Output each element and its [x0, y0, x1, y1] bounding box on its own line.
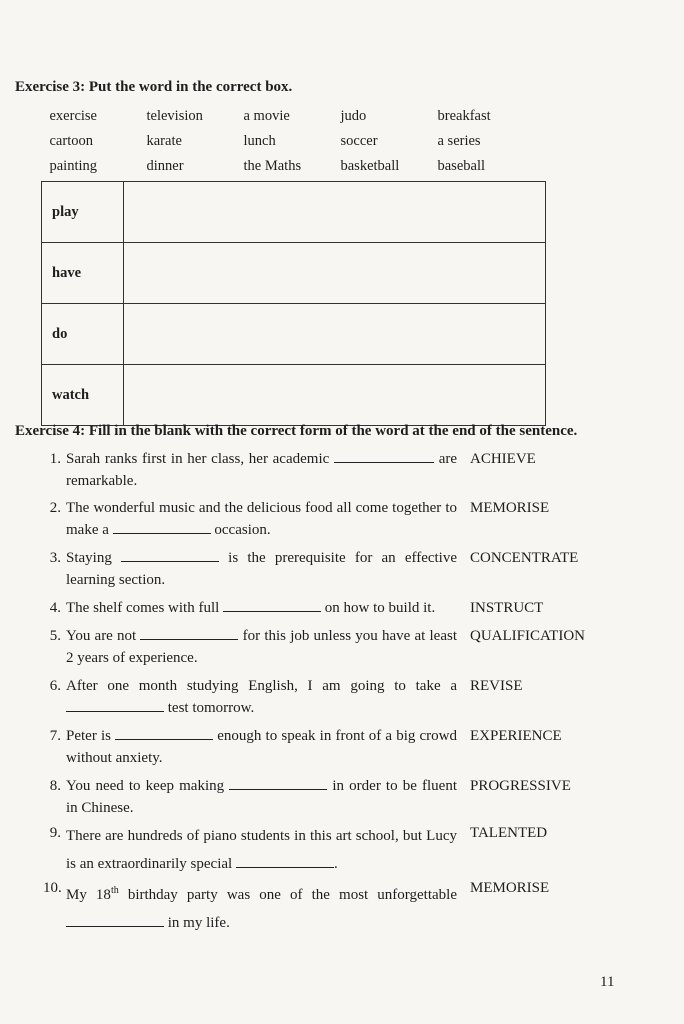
word-bank-item: baseball: [437, 158, 486, 174]
category-label: have: [42, 243, 124, 304]
item-sentence: [66, 448, 457, 492]
item-number: 6.: [49, 678, 61, 694]
category-row-have: [42, 243, 546, 304]
word-bank-item: breakfast: [437, 108, 491, 124]
answer-blank[interactable]: [66, 912, 164, 927]
item-sentence: [66, 822, 457, 878]
category-row-do: [42, 304, 546, 365]
root-word: INSTRUCT: [470, 600, 544, 616]
answer-blank[interactable]: [113, 519, 211, 534]
word-bank-item: cartoon: [49, 133, 93, 149]
item-number: 8.: [49, 778, 61, 794]
category-label: do: [42, 304, 124, 365]
category-answer-cell[interactable]: [124, 182, 546, 243]
sentence-text: There are hundreds of piano students in this art school, but Lucy is an extraordinarily special: [66, 828, 457, 872]
word-bank-item: basketball: [340, 158, 400, 174]
root-word: REVISE: [470, 678, 523, 694]
root-word: MEMORISE: [470, 880, 550, 896]
word-bank: [50, 106, 546, 177]
item-sentence: [66, 497, 457, 541]
sentence-text: You are not: [66, 628, 141, 644]
category-label: play: [42, 182, 124, 243]
word-bank-item: the Maths: [243, 158, 302, 174]
word-bank-item: exercise: [49, 108, 97, 124]
sentence-text: on how to build it.: [321, 600, 436, 616]
root-word: MEMORISE: [470, 500, 550, 516]
sentence-text: You need to keep making: [66, 778, 230, 794]
exercise-3-heading: Exercise 3: Put the word in the correct box.: [15, 79, 293, 95]
sentence-text: in my life.: [164, 915, 230, 931]
category-answer-cell[interactable]: [124, 365, 546, 426]
word-bank-item: soccer: [340, 133, 378, 149]
sentence-text: Sarah ranks first in her class, her academic: [66, 451, 334, 467]
item-number: 3.: [49, 550, 61, 566]
item-sentence: [66, 547, 457, 591]
superscript: th: [110, 885, 119, 896]
answer-blank[interactable]: [66, 697, 164, 712]
item-sentence: [66, 877, 457, 937]
answer-blank[interactable]: [140, 625, 238, 640]
category-row-play: [42, 182, 546, 243]
page-number: 11: [600, 974, 615, 990]
sentence-text: occasion.: [210, 522, 271, 538]
answer-blank[interactable]: [229, 775, 327, 790]
category-row-watch: [42, 365, 546, 426]
root-word: PROGRESSIVE: [470, 778, 571, 794]
word-bank-item: judo: [340, 108, 367, 124]
category-label: watch: [42, 365, 124, 426]
root-word: ACHIEVE: [470, 451, 536, 467]
answer-blank[interactable]: [121, 547, 219, 562]
item-sentence: [66, 775, 457, 819]
sentence-text: are remarkable.: [66, 451, 458, 489]
sentence-text: The shelf comes with full: [66, 600, 224, 616]
sentence-text: The wonderful music and the delicious food all come together to make a: [66, 500, 457, 538]
word-table: [41, 104, 546, 426]
word-bank-item: a movie: [243, 108, 290, 124]
sentence-text: enough to speak in front of a big crowd without anxiety.: [66, 728, 457, 766]
word-bank-item: a series: [437, 133, 481, 149]
item-sentence: [66, 625, 457, 669]
item-number: 1.: [49, 451, 61, 467]
sentence-text: Staying: [66, 550, 122, 566]
item-number: 7.: [49, 728, 61, 744]
item-sentence: [66, 597, 457, 619]
word-bank-item: dinner: [146, 158, 184, 174]
category-answer-cell[interactable]: [124, 304, 546, 365]
exercise-4-heading: Exercise 4: Fill in the blank with the correct form of the word at the end of the sentence.: [15, 423, 578, 439]
root-word: CONCENTRATE: [470, 550, 579, 566]
root-word: TALENTED: [470, 825, 548, 841]
root-word: QUALIFICATION: [470, 628, 585, 644]
sentence-text: My 18: [66, 887, 111, 903]
word-bank-item: karate: [146, 133, 182, 149]
item-number: 9.: [49, 825, 61, 841]
root-word: EXPERIENCE: [470, 728, 562, 744]
item-sentence: [66, 725, 457, 769]
item-number: 2.: [49, 500, 61, 516]
sentence-text: for this job unless you have at least 2 years of experience.: [66, 628, 457, 666]
sentence-text: .: [333, 856, 338, 872]
word-bank-item: lunch: [243, 133, 276, 149]
item-number: 4.: [49, 600, 61, 616]
word-bank-item: painting: [49, 158, 98, 174]
sentence-text: is the prerequisite for an effective learning section.: [66, 550, 457, 588]
word-bank-item: television: [146, 108, 203, 124]
sentence-text: Peter is: [66, 728, 116, 744]
answer-blank[interactable]: [115, 725, 213, 740]
sentence-text: birthday party was one of the most unforgettable: [118, 887, 457, 903]
category-answer-cell[interactable]: [124, 243, 546, 304]
sentence-text: test tomorrow.: [164, 700, 255, 716]
answer-blank[interactable]: [334, 448, 434, 463]
item-number: 10.: [43, 880, 62, 896]
item-number: 5.: [49, 628, 61, 644]
item-sentence: [66, 675, 457, 719]
answer-blank[interactable]: [236, 853, 334, 868]
sentence-text: After one month studying English, I am going to take a: [66, 678, 457, 694]
sentence-text: in order to be fluent in Chinese.: [66, 778, 457, 816]
answer-blank[interactable]: [223, 597, 321, 612]
